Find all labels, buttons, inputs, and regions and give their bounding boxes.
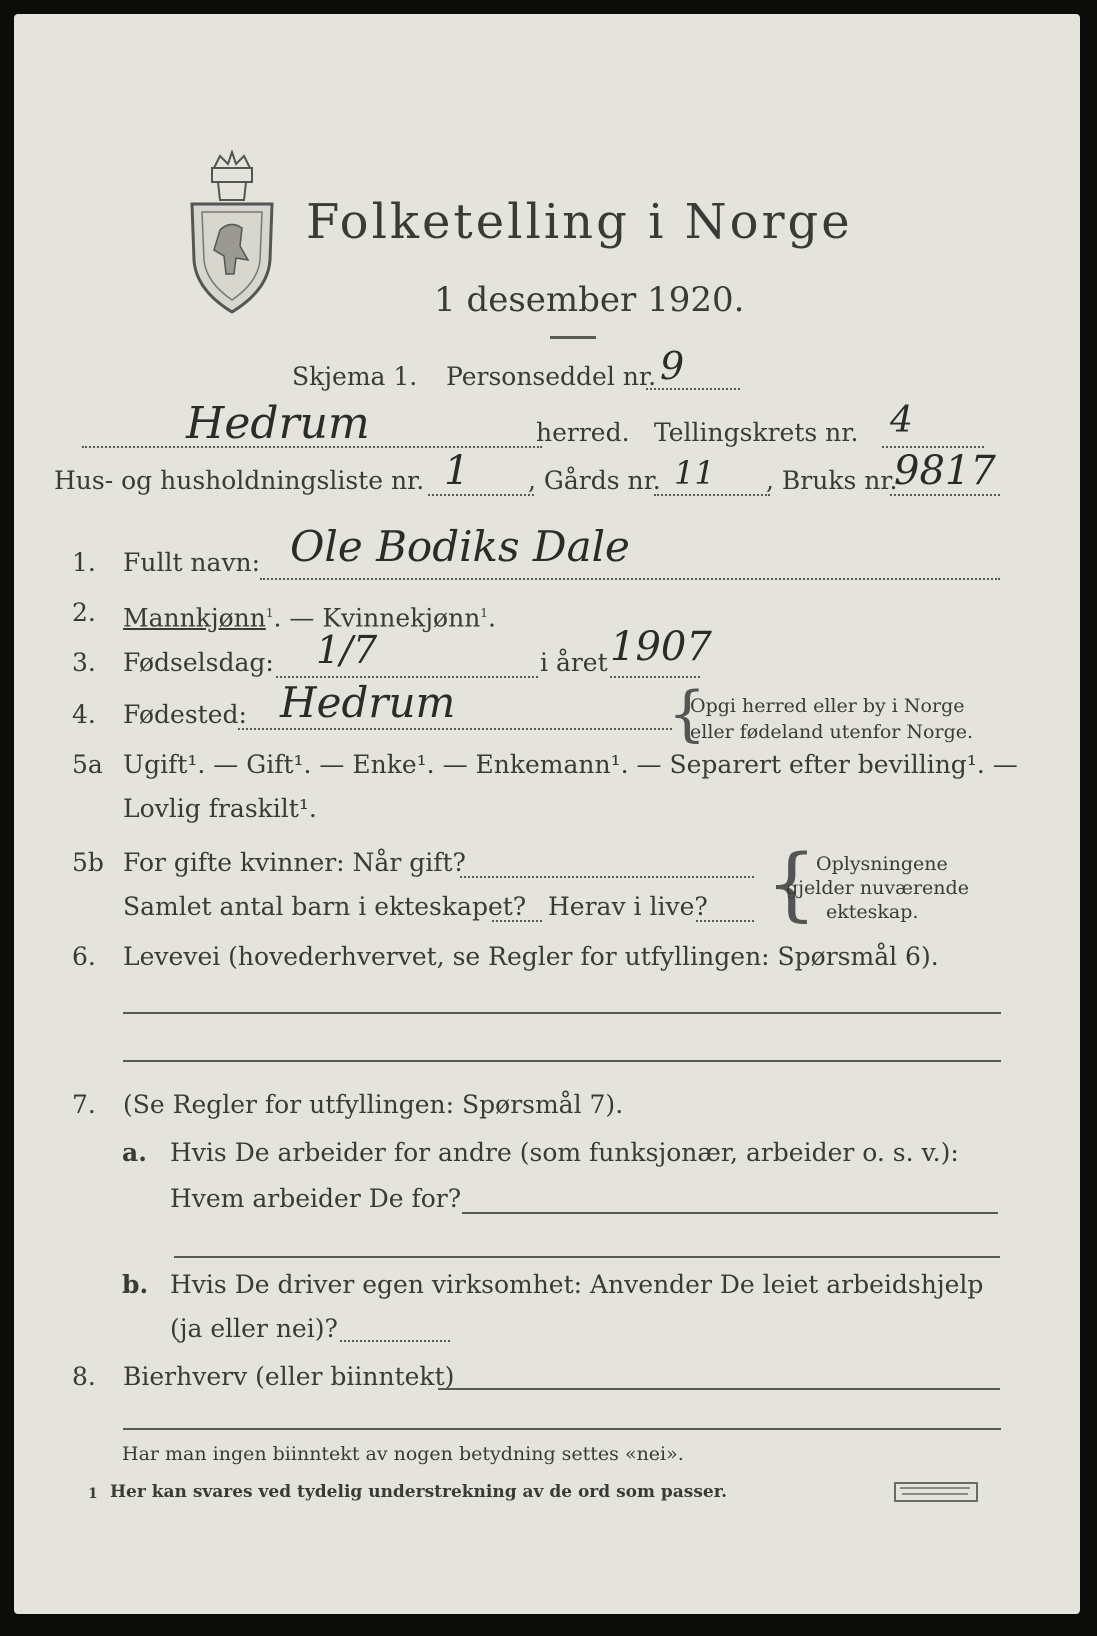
husliste-value: 1 (444, 448, 470, 494)
q8-number: 8. (72, 1362, 96, 1391)
q5b-note-2: gjelder nuværende (786, 877, 969, 899)
q2-separator: . — (273, 603, 323, 633)
q2-options: Mannkjønn$^1$. — Kvinnekjønn$^1$. (123, 603, 496, 633)
q5b-brace: { (766, 837, 817, 930)
skjema-label: Skjema 1. (292, 362, 418, 391)
employer-field-1[interactable] (462, 1212, 998, 1214)
census-form (14, 14, 1080, 1614)
personseddel-field[interactable] (646, 388, 740, 390)
q6-label: Levevei (hovederhvervet, se Regler for utfyllingen: Spørsmål 6). (123, 942, 939, 971)
employer-field-2[interactable] (174, 1256, 1000, 1258)
female-option[interactable]: Kvinnekjønn (322, 603, 481, 633)
year-label: i året (540, 648, 608, 677)
hired-help-field[interactable] (340, 1340, 450, 1342)
printer-stamp (894, 1482, 978, 1502)
q5b-married-when: For gifte kvinner: Når gift? (123, 848, 466, 877)
q2-number: 2. (72, 598, 96, 627)
q7b-line-1: Hvis De driver egen virksomhet: Anvender De leiet arbeidshjelp (170, 1270, 984, 1299)
q4-brace: { (668, 679, 707, 749)
bruks-label: , Bruks nr. (766, 466, 898, 495)
marital-status-options[interactable]: Ugift¹. — Gift¹. — Enke¹. — Enkemann¹. — Separert efter bevilling¹. — (123, 750, 1018, 779)
husliste-label: Hus- og husholdningsliste nr. (54, 466, 425, 495)
bruks-value: 9817 (894, 448, 996, 494)
q7b-number: b. (122, 1270, 149, 1299)
q5b-note-3: ekteskap. (826, 901, 919, 923)
birthdate-value: 1/7 (316, 628, 378, 672)
q7a-line-2: Hvem arbeider De for? (170, 1184, 462, 1213)
q5b-children-alive: Herav i live? (548, 892, 708, 921)
occupation-field-2[interactable] (123, 1060, 1001, 1062)
children-alive-field[interactable] (696, 920, 754, 922)
tellingskrets-label: Tellingskrets nr. (654, 418, 859, 447)
bruks-field[interactable] (890, 494, 1000, 496)
children-total-field[interactable] (492, 920, 542, 922)
q4-note-1: Opgi herred eller by i Norge (690, 695, 965, 717)
side-income-field-1[interactable] (438, 1388, 1000, 1390)
male-option[interactable]: Mannkjønn (123, 603, 266, 633)
footnote-text: Her kan svares ved tydelig understrekning av de ord som passer. (110, 1482, 728, 1502)
tellingskrets-value: 4 (890, 400, 913, 441)
bottom-note: Har man ingen biinntekt av nogen betydning settes «nei». (122, 1443, 684, 1465)
title-divider (550, 336, 596, 339)
full-name-field[interactable] (260, 578, 1000, 580)
personseddel-label: Personseddel nr. (446, 362, 657, 391)
coat-of-arms-icon (184, 150, 279, 320)
full-name-value: Ole Bodiks Dale (290, 522, 630, 571)
q5b-number: 5b (72, 848, 104, 877)
bleed-through (404, 106, 410, 130)
q7-label: (Se Regler for utfyllingen: Spørsmål 7). (123, 1090, 624, 1119)
side-income-field-2[interactable] (123, 1428, 1001, 1430)
q4-label: Fødested: (123, 700, 247, 729)
census-date: 1 desember 1920. (434, 280, 745, 320)
q7a-number: a. (122, 1138, 147, 1167)
gards-label: , Gårds nr. (528, 466, 661, 495)
married-when-field[interactable] (460, 876, 754, 878)
q1-number: 1. (72, 548, 96, 577)
q5b-note-1: Oplysningene (816, 853, 948, 875)
form-title: Folketelling i Norge (306, 194, 853, 250)
footnote-ref: 1 (480, 606, 488, 620)
q6-number: 6. (72, 942, 96, 971)
husliste-field[interactable] (428, 494, 534, 496)
q5a-number: 5a (72, 750, 103, 779)
q1-label: Fullt navn: (123, 548, 261, 577)
q4-number: 4. (72, 700, 96, 729)
footnote-ref: 1 (265, 606, 274, 620)
herred-value: Hedrum (186, 398, 370, 449)
personseddel-value: 9 (660, 344, 685, 388)
marital-status-options-2[interactable]: Lovlig fraskilt¹. (123, 794, 317, 823)
q3-number: 3. (72, 648, 96, 677)
gards-field[interactable] (654, 494, 770, 496)
q8-label: Bierhverv (eller biinntekt) (123, 1362, 455, 1391)
q7b-line-2: (ja eller nei)? (170, 1314, 338, 1343)
q4-note-2: eller fødeland utenfor Norge. (690, 721, 974, 743)
q3-label: Fødselsdag: (123, 648, 274, 677)
footnote-mark: 1 (88, 1486, 98, 1502)
q7-number: 7. (72, 1090, 96, 1119)
birthplace-value: Hedrum (280, 678, 456, 727)
occupation-field-1[interactable] (123, 1012, 1001, 1014)
q5b-children-total: Samlet antal barn i ekteskapet? (123, 892, 527, 921)
birthyear-field[interactable] (610, 676, 700, 678)
q7a-line-1: Hvis De arbeider for andre (som funksjonær, arbeider o. s. v.): (170, 1138, 959, 1167)
birthyear-value: 1907 (610, 624, 712, 670)
gards-value: 11 (674, 454, 715, 492)
herred-label: herred. (536, 418, 630, 447)
birthplace-field[interactable] (238, 728, 672, 730)
